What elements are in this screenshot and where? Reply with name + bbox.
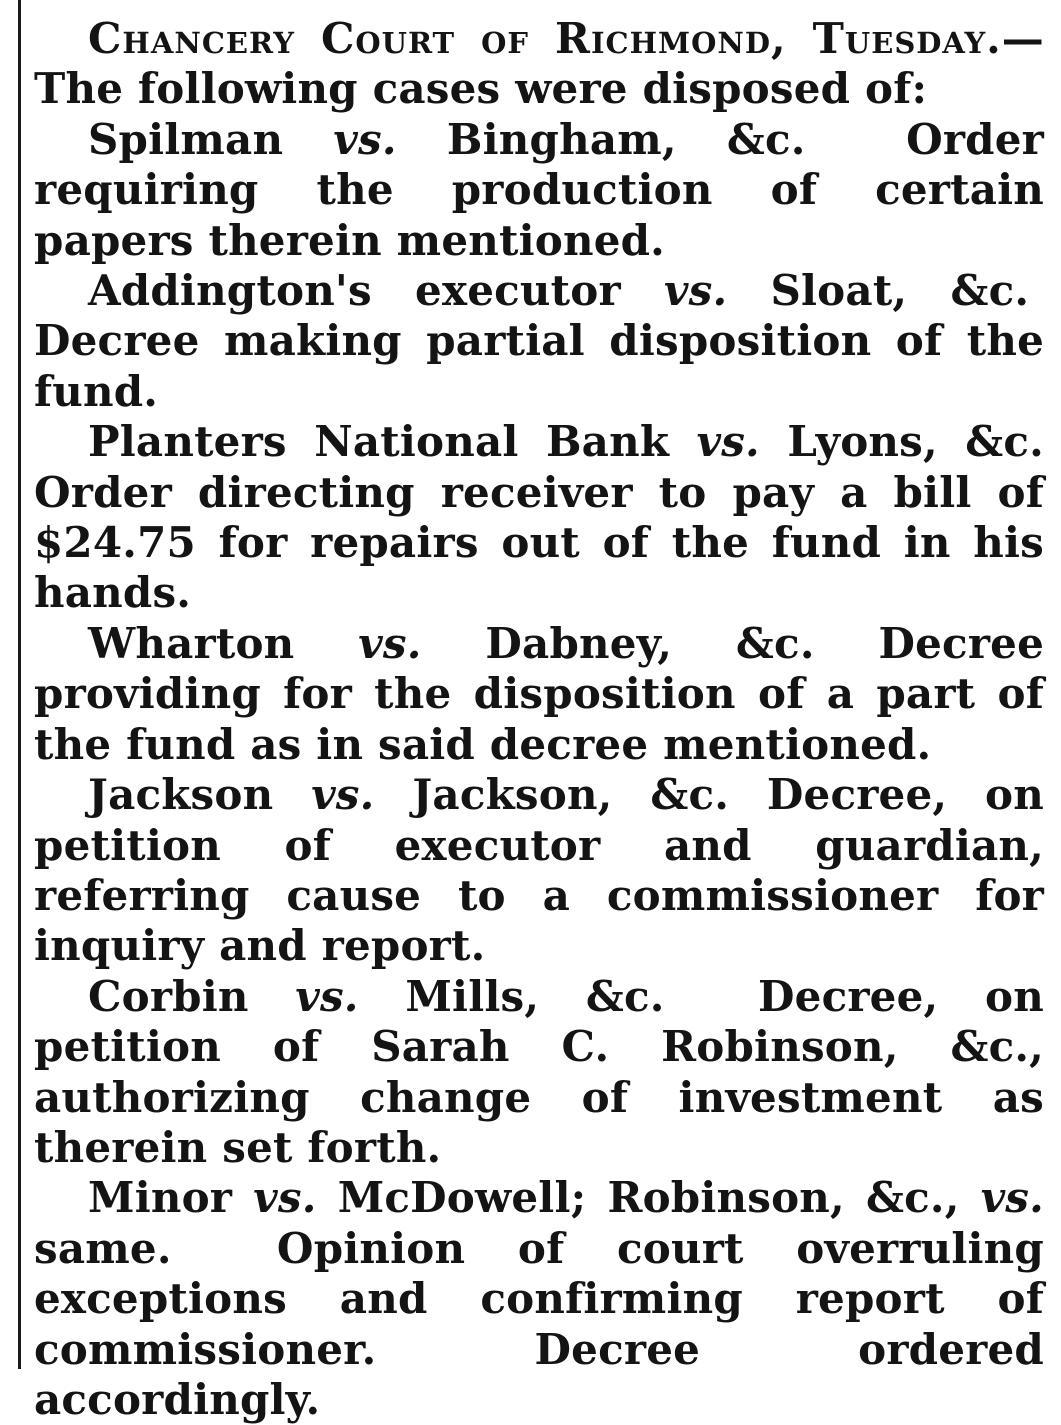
- case-party-b: McDowell; Robinson, &c.,: [337, 1173, 960, 1223]
- case-entry: [34, 417, 1044, 619]
- case-party-a: Addington's executor: [88, 266, 621, 316]
- case-party-b: Dabney, &c.: [485, 618, 815, 668]
- case-ruling: Decree, on petition of Sarah C. Robinson, &c., authorizing change of investment as therein set forth.: [34, 971, 1044, 1172]
- article-intro: —The following cases were disposed of:: [34, 14, 1044, 114]
- case-vs: vs.: [696, 417, 760, 467]
- case-vs: vs.: [295, 971, 359, 1021]
- case-entry: [34, 1173, 1044, 1425]
- case-party-b: Lyons, &c.: [787, 417, 1044, 467]
- case-party-c: same.: [34, 1223, 172, 1273]
- case-party-b: Bingham, &c.: [446, 114, 806, 164]
- case-party-a: Jackson: [88, 770, 274, 820]
- case-ruling: Order directing receiver to pay a bill of $24.75 for repairs out of the fund in his hands.: [34, 467, 1044, 618]
- case-party-a: Wharton: [88, 618, 295, 668]
- case-party-b: Sloat, &c.: [770, 266, 1030, 316]
- case-vs: vs.: [664, 266, 728, 316]
- article-lead: [34, 14, 1044, 115]
- case-party-a: Planters National Bank: [88, 417, 670, 467]
- case-ruling: Decree providing for the disposition of a part of the fund as in said decree mentioned.: [34, 618, 1044, 769]
- news-article: [34, 14, 1044, 1425]
- case-party-b: Jackson, &c.: [412, 770, 730, 820]
- case-party-a: Spilman: [88, 114, 284, 164]
- article-heading: Chancery Court of Richmond, Tuesday.: [88, 14, 1002, 63]
- case-ruling: Decree, on petition of executor and guardian, referring cause to a commissioner for inquiry and report.: [34, 770, 1045, 971]
- case-entry: [34, 972, 1044, 1174]
- case-party-a: Minor: [88, 1173, 233, 1223]
- case-ruling: Opinion of court overruling exceptions and confirming report of commissioner. Decree ordered accordingly.: [34, 1223, 1044, 1424]
- case-vs: vs.: [311, 770, 375, 820]
- case-party-a: Corbin: [88, 971, 249, 1021]
- column-rule: [18, 0, 21, 1369]
- case-entry: [34, 115, 1044, 266]
- case-ruling: Order requiring the production of certain papers therein mentioned.: [34, 114, 1044, 265]
- case-ruling: Decree making partial disposition of the fund.: [34, 316, 1044, 416]
- case-vs: vs.: [253, 1173, 317, 1223]
- case-vs-second: vs.: [980, 1173, 1044, 1223]
- case-party-b: Mills, &c.: [405, 971, 665, 1021]
- case-vs: vs.: [333, 114, 397, 164]
- case-entry: [34, 770, 1044, 972]
- case-entry: [34, 619, 1044, 770]
- case-vs: vs.: [358, 618, 422, 668]
- case-entry: [34, 266, 1044, 417]
